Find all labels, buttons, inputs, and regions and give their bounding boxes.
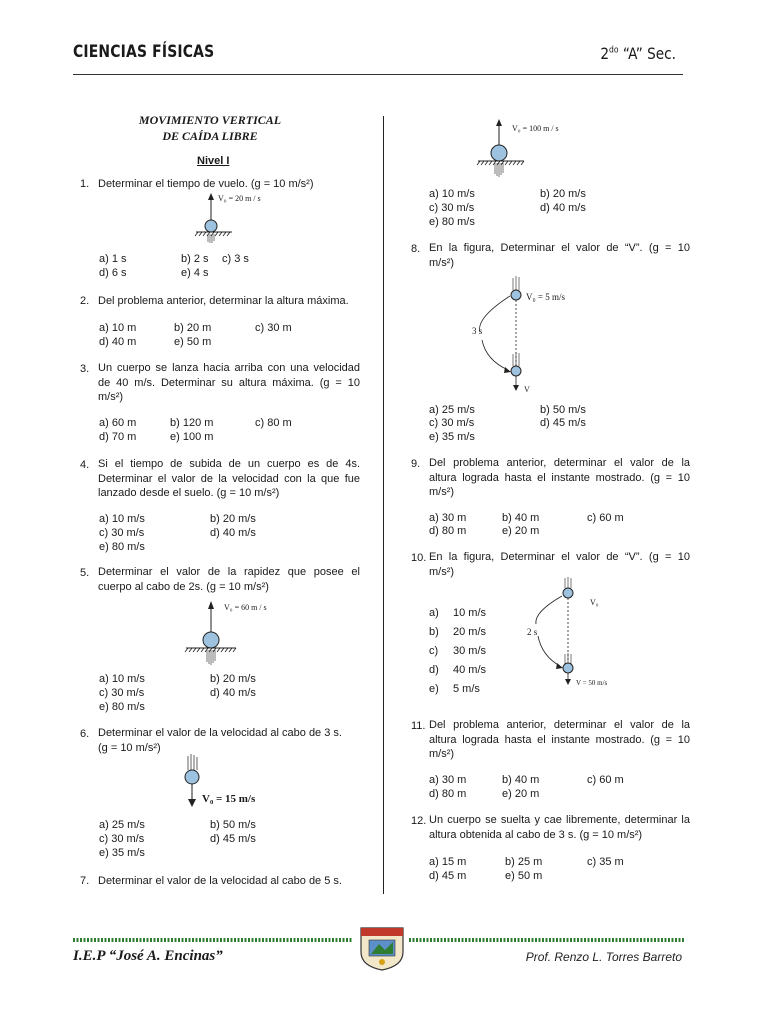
option-e: e) 4 s: [181, 267, 209, 279]
question-number: 4.: [80, 459, 90, 471]
option-d: d) 70 m: [99, 431, 137, 443]
question-number: 3.: [80, 363, 90, 375]
question-text: Si el tiempo de subida de un cuerpo es de 4s. Determinar el valor de la velocidad con la que fue lanzado desde el suelo. (g = 10 m/s²): [98, 458, 360, 499]
option-c: c) 80 m: [255, 417, 292, 429]
figure-label-bottom: V: [524, 385, 530, 394]
option-c: c) 30 m/s: [429, 417, 475, 429]
option-b: b) 120 m: [170, 417, 214, 429]
option-a-letter: a): [429, 607, 439, 619]
option-a: a) 10 m/s: [429, 188, 475, 200]
school-name: I.E.P “José A. Encinas”: [73, 948, 223, 964]
option-e: e) 50 m: [174, 336, 212, 348]
option-a: a) 15 m: [429, 856, 467, 868]
option-e: e) 80 m/s: [429, 216, 475, 228]
option-a: a) 10 m/s: [99, 673, 145, 685]
question-number: 5.: [80, 567, 90, 579]
question-text: Del problema anterior, determinar la altura máxima.: [98, 295, 349, 307]
question-number: 8.: [411, 243, 421, 255]
option-b: b) 2 s: [181, 253, 209, 265]
option-c: c) 30 m/s: [99, 833, 145, 845]
option-b: b) 20 m: [174, 322, 212, 334]
option-d-letter: d): [429, 664, 439, 676]
question-number: 9.: [411, 458, 421, 470]
figure-label: V₀ = 15 m/s: [202, 793, 256, 805]
question-text: En la figura, Determinar el valor de “V”. (g = 10 m/s²): [429, 551, 690, 578]
header-rule: [73, 74, 683, 75]
option-d: 40 m/s: [453, 664, 487, 676]
option-c: c) 30 m/s: [99, 527, 145, 539]
level-heading: Nivel I: [197, 155, 230, 167]
option-b: b) 40 m: [502, 512, 540, 524]
option-c: c) 3 s: [222, 253, 249, 265]
question-text: Un cuerpo se suelta y cae libremente, determinar la altura obtenida al cabo de 3 s. (g = 10 m/s²): [429, 814, 690, 841]
option-b: b) 25 m: [505, 856, 543, 868]
question-text: Determinar el tiempo de vuelo. (g = 10 m/s²): [98, 178, 314, 190]
option-a: a) 60 m: [99, 417, 137, 429]
option-d: d) 45 m: [429, 870, 467, 882]
option-c: c) 60 m: [587, 512, 624, 524]
figure-label-top: V₀: [590, 598, 599, 607]
figure-label-bottom: V = 50 m/s: [576, 679, 608, 687]
question-text: Un cuerpo se lanza hacia arriba con una velocidad de 40 m/s. Determinar su altura máxima. (g = 10 m/s²): [98, 362, 360, 403]
option-a: a) 10 m/s: [99, 513, 145, 525]
option-a: a) 25 m/s: [429, 404, 475, 416]
option-a: a) 1 s: [99, 253, 127, 265]
option-e: e) 50 m: [505, 870, 543, 882]
option-b: b) 50 m/s: [540, 404, 586, 416]
question-text: Del problema anterior, determinar el valor de la altura lograda hasta el instante mostrado. (g = 10 m/s²): [429, 719, 690, 760]
column-divider: [383, 116, 384, 894]
option-a: 10 m/s: [453, 607, 487, 619]
option-d: d) 40 m: [99, 336, 137, 348]
option-a: a) 25 m/s: [99, 819, 145, 831]
option-b: b) 20 m/s: [540, 188, 586, 200]
question-text: En la figura, Determinar el valor de “V”. (g = 10 m/s²): [429, 242, 690, 269]
option-b: b) 40 m: [502, 774, 540, 786]
option-a: a) 30 m: [429, 774, 467, 786]
title-line-2: DE CAÍDA LIBRE: [162, 129, 258, 143]
figure-label: V₀ = 100 m / s: [512, 124, 559, 133]
option-d: d) 45 m/s: [540, 417, 586, 429]
option-e: e) 80 m/s: [99, 541, 145, 553]
option-c: 30 m/s: [453, 645, 487, 657]
option-b: b) 20 m/s: [210, 673, 256, 685]
option-e: 5 m/s: [453, 683, 480, 695]
option-c: c) 35 m: [587, 856, 624, 868]
option-e: e) 20 m: [502, 788, 540, 800]
figure-label-time: 3 s: [472, 326, 483, 336]
question-text: Determinar el valor de la velocidad al cabo de 5 s.: [98, 875, 342, 887]
option-e: e) 35 m/s: [99, 847, 145, 859]
figure-label: V₀ = 20 m / s: [218, 194, 261, 203]
section-title: [110, 112, 310, 144]
option-c: c) 30 m/s: [429, 202, 475, 214]
option-c: c) 30 m/s: [99, 687, 145, 699]
option-e: e) 35 m/s: [429, 431, 475, 443]
option-b: 20 m/s: [453, 626, 487, 638]
header-title: CIENCIAS FÍSICAS: [73, 42, 215, 62]
figure-label-time: 2 s: [527, 627, 538, 637]
school-crest-icon: [357, 924, 407, 972]
teacher-name: Prof. Renzo L. Torres Barreto: [525, 950, 682, 964]
question-number: 6.: [80, 728, 90, 740]
question-number: 7.: [80, 875, 90, 887]
option-b: b) 50 m/s: [210, 819, 256, 831]
figure-label: V₀ = 60 m / s: [224, 603, 267, 612]
option-a: a) 10 m: [99, 322, 137, 334]
question-number: 2.: [80, 295, 90, 307]
question-text: Determinar el valor de la rapidez que posee el cuerpo al cabo de 2s. (g = 10 m/s²): [98, 566, 360, 593]
figure-label-top: V₀ = 5 m/s: [526, 292, 565, 302]
option-b: b) 20 m/s: [210, 513, 256, 525]
question-number: 12.: [411, 815, 427, 827]
header-grade: $2^{do}$ “A” Sec.: [600, 44, 676, 63]
option-d: d) 6 s: [99, 267, 127, 279]
option-c: c) 30 m: [255, 322, 292, 334]
title-line-1: MOVIMIENTO VERTICAL: [138, 113, 282, 127]
option-c: c) 60 m: [587, 774, 624, 786]
option-e-letter: e): [429, 683, 439, 695]
option-a: a) 30 m: [429, 512, 467, 524]
option-d: d) 80 m: [429, 788, 467, 800]
option-d: d) 45 m/s: [210, 833, 256, 845]
question-text: Determinar el valor de la velocidad al cabo de 3 s. (g = 10 m/s²): [98, 727, 342, 754]
question-number: 1.: [80, 178, 90, 190]
option-c-letter: c): [429, 645, 439, 657]
option-e: e) 20 m: [502, 525, 540, 537]
question-text: Del problema anterior, determinar el valor de la altura lograda hasta el instante mostrado. (g = 10 m/s²): [429, 457, 690, 498]
option-d: d) 40 m/s: [210, 527, 256, 539]
option-e: e) 100 m: [170, 431, 214, 443]
question-number: 11.: [411, 720, 426, 732]
option-e: e) 80 m/s: [99, 701, 145, 713]
option-d: d) 40 m/s: [210, 687, 256, 699]
option-d: d) 80 m: [429, 525, 467, 537]
question-number: 10.: [411, 552, 427, 564]
option-b-letter: b): [429, 626, 439, 638]
option-d: d) 40 m/s: [540, 202, 586, 214]
